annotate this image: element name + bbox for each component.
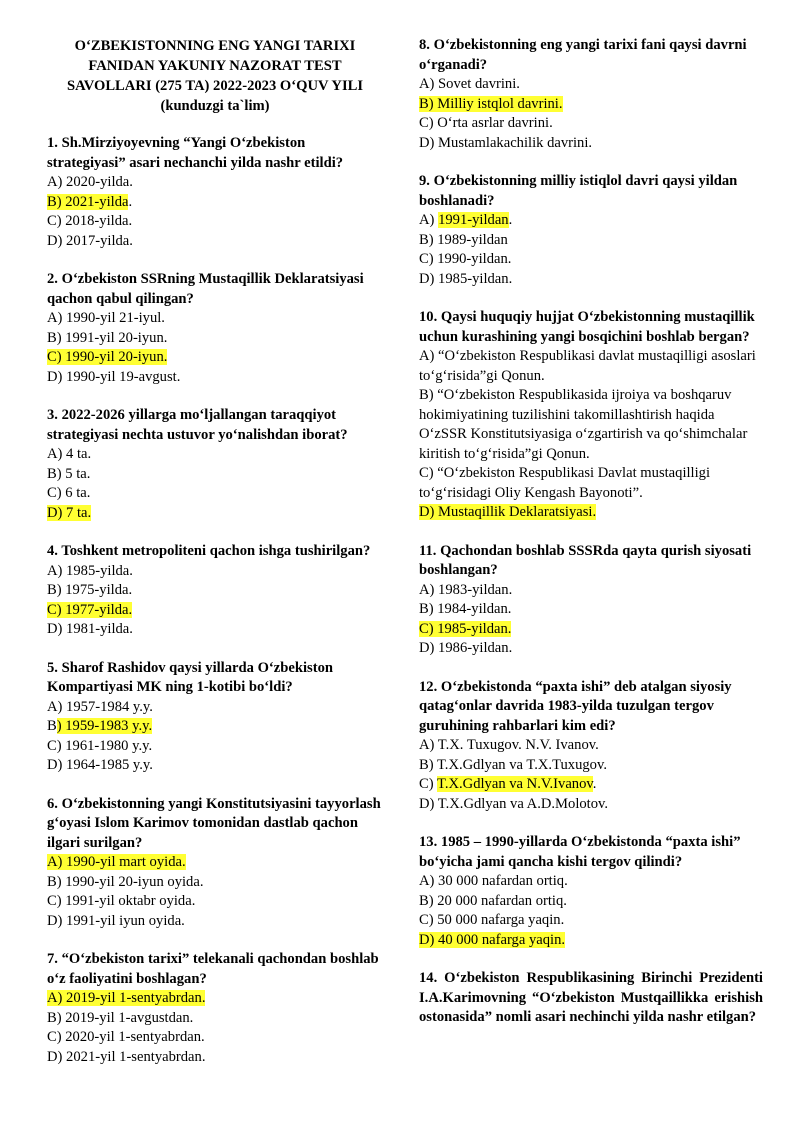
answer-highlight: D) Mustaqillik Deklaratsiyasi. (419, 504, 597, 520)
option-b: B) “O‘zbekiston Respublikasida ijroiya va boshqaruv hokimiyatining tuzilishini takomillashtirish haqida O‘zSSR Konstitutsiyasiga o‘zgartirish va qo‘shimchalar kiritish to‘g‘risida”gi Qonun. (419, 387, 748, 462)
option-a: A) 2020-yilda. (47, 174, 133, 190)
option-a: A) 4 ta. (47, 446, 92, 462)
answer-highlight: ) 1959-1983 y.y. (56, 718, 153, 734)
title-subtitle: (kunduzgi ta`lim) (160, 98, 270, 114)
option-d: D) 2017-yilda. (47, 232, 133, 249)
question-4 (47, 542, 383, 640)
right-column (419, 36, 763, 1047)
question-2 (47, 270, 383, 387)
option-c-correct (419, 775, 763, 795)
title-line: SAVOLLARI (275 TA) 2022-2023 O‘QUV YILI (66, 78, 364, 94)
option-text: C) (419, 776, 437, 792)
answer-highlight: A) 1990-yil mart oyida. (47, 854, 186, 870)
question-stem: 2. O‘zbekiston SSRning Mustaqillik Deklaratsiyasi qachon qabul qilingan? (47, 271, 364, 307)
option-a: A) 1990-yil 21-iyul. (47, 310, 165, 326)
option-b-correct (47, 193, 383, 213)
question-7 (47, 950, 383, 1067)
answer-highlight: C) 1977-yilda. (47, 601, 133, 618)
option-text: . (508, 212, 513, 228)
question-stem: 11. Qachondan boshlab SSSRda qayta qurish siyosati boshlangan? (419, 542, 752, 578)
option-c: C) O‘rta asrlar davrini. (419, 115, 553, 131)
option-d-correct (419, 931, 763, 951)
option-b-correct (47, 717, 383, 737)
option-text: B (47, 718, 57, 734)
option-text: . (592, 776, 597, 792)
answer-highlight: T.X.Gdlyan va N.V.Ivanov (436, 776, 593, 792)
option-b: B) 1975-yilda. (47, 582, 133, 598)
option-d: D) 2021-yil 1-sentyabrdan. (47, 1048, 206, 1065)
question-stem: 5. Sharof Rashidov qaysi yillarda O‘zbekiston Kompartiyasi MK ning 1-kotibi bo‘ldi? (47, 659, 333, 695)
option-c-correct (419, 620, 763, 640)
answer-highlight: D) 40 000 nafarga yaqin. (419, 931, 566, 948)
answer-highlight: A) 2019-yil 1-sentyabrdan. (47, 990, 206, 1006)
question-stem: 14. O‘zbekiston Respublikasining Birinchi Prezidenti I.A.Karimovning “O‘zbekiston Mustqaillikka erishish ostonasida” nomli asari nechinchi yilda nashr etilgan? (419, 970, 763, 1025)
option-d-correct (47, 504, 383, 524)
option-b: B) 1989-yildan (419, 231, 508, 248)
option-b: B) T.X.Gdlyan va T.X.Tuxugov. (419, 756, 607, 773)
option-d: D) 1991-yil iyun oyida. (47, 912, 185, 929)
option-a: A) 1985-yilda. (47, 562, 133, 579)
option-c: C) 6 ta. (47, 485, 91, 501)
question-stem: 12. O‘zbekistonda “paxta ishi” deb atalgan siyosiy qatag‘onlar davrida 1983-yilda tuzulgan tergov guruhining rahbarlari kim edi? (419, 678, 732, 734)
option-b-correct (419, 95, 763, 115)
option-b: B) 5 ta. (47, 465, 91, 482)
question-6 (47, 795, 383, 932)
question-3 (47, 406, 383, 523)
option-d: D) Mustamlakachilik davrini. (419, 134, 593, 151)
question-10 (419, 308, 763, 523)
option-c: C) 1961-1980 y.y. (47, 737, 153, 754)
answer-highlight: D) 7 ta. (47, 504, 92, 521)
question-stem: 9. O‘zbekistonning milliy istiqlol davri qaysi yildan boshlanadi? (419, 173, 738, 209)
question-stem: 3. 2022-2026 yillarga mo‘ljallangan taraqqiyot strategiyasi nechta ustuvor yo‘nalishdan iborat? (47, 407, 348, 443)
option-c-correct (47, 348, 383, 368)
question-stem: 6. O‘zbekistonning yangi Konstitutsiyasini tayyorlash g‘oyasi Islom Karimov tomonidan dastlab qachon ilgari surilgan? (47, 795, 381, 851)
title-line: FANIDAN YAKUNIY NAZORAT TEST (88, 58, 342, 74)
option-a: A) “O‘zbekiston Respublikasi davlat mustaqilligi asoslari to‘g‘risida”gi Qonun. (419, 348, 756, 384)
option-c: C) 50 000 nafarga yaqin. (419, 912, 565, 928)
option-b: B) 1990-yil 20-iyun oyida. (47, 873, 204, 890)
option-d: D) 1986-yildan. (419, 640, 513, 656)
option-b: B) 1984-yildan. (419, 601, 512, 617)
option-b: B) 20 000 nafardan ortiq. (419, 892, 567, 909)
question-stem: 10. Qaysi huquqiy hujjat O‘zbekistonning mustaqillik uchun kurashining yangi bosqichini boshlab bergan? (419, 309, 755, 345)
question-11 (419, 542, 763, 659)
option-a: A) 1957-1984 y.y. (47, 698, 153, 715)
answer-highlight: 1991-yildan (438, 212, 509, 228)
question-9 (419, 172, 763, 289)
question-stem: 8. O‘zbekistonning eng yangi tarixi fani qaysi davrni o‘rganadi? (419, 37, 747, 73)
question-13 (419, 833, 763, 950)
option-a: A) 1983-yildan. (419, 581, 513, 598)
option-a: A) Sovet davrini. (419, 76, 520, 92)
answer-highlight: B) Milliy istqlol davrini. (419, 95, 563, 112)
option-b: B) 2019-yil 1-avgustdan. (47, 1009, 194, 1026)
option-b: B) 1991-yil 20-iyun. (47, 329, 168, 346)
option-d: D) T.X.Gdlyan va A.D.Molotov. (419, 795, 609, 812)
answer-highlight: B) 2021-yilda (47, 193, 129, 210)
page-title (47, 36, 383, 116)
question-1 (47, 134, 383, 251)
option-d-correct (419, 503, 763, 523)
question-stem: 13. 1985 – 1990-yillarda O‘zbekistonda “paxta ishi” bo‘yicha jami qancha kishi tergov qilindi? (419, 834, 741, 870)
question-5 (47, 659, 383, 776)
option-c: C) 2018-yilda. (47, 213, 133, 229)
question-stem: 4. Toshkent metropoliteni qachon ishga tushirilgan? (47, 543, 371, 559)
question-stem: 1. Sh.Mirziyoyevning “Yangi O‘zbekiston strategiyasi” asari nechanchi yilda nashr etildi? (47, 135, 344, 171)
option-a-correct (419, 211, 763, 231)
question-12 (419, 678, 763, 815)
title-line: O‘ZBEKISTONNING ENG YANGI TARIXI (74, 38, 356, 54)
question-14 (419, 969, 763, 1028)
answer-highlight: C) 1985-yildan. (419, 620, 512, 637)
option-a: A) T.X. Tuxugov. N.V. Ivanov. (419, 737, 599, 753)
option-c-correct (47, 601, 383, 621)
answer-highlight: C) 1990-yil 20-iyun. (47, 349, 168, 365)
left-column (47, 36, 383, 1086)
option-text: A) (419, 212, 439, 228)
option-d: D) 1990-yil 19-avgust. (47, 368, 181, 385)
option-d: D) 1985-yildan. (419, 270, 513, 287)
option-c: C) 1990-yildan. (419, 251, 512, 267)
option-d: D) 1981-yilda. (47, 621, 133, 637)
option-a-correct (47, 989, 383, 1009)
option-d: D) 1964-1985 y.y. (47, 757, 153, 773)
option-a: A) 30 000 nafardan ortiq. (419, 873, 568, 889)
question-8 (419, 36, 763, 153)
option-a-correct (47, 853, 383, 873)
option-c: C) 1991-yil oktabr oyida. (47, 893, 196, 909)
option-c: C) “O‘zbekiston Respublikasi Davlat mustaqilligi to‘g‘risidagi Oliy Kengash Bayonoti”. (419, 465, 711, 501)
question-stem: 7. “O‘zbekiston tarixi” telekanali qachondan boshlab o‘z faoliyatini boshlagan? (47, 951, 379, 987)
option-c: C) 2020-yil 1-sentyabrdan. (47, 1029, 205, 1045)
option-text: . (128, 193, 133, 210)
